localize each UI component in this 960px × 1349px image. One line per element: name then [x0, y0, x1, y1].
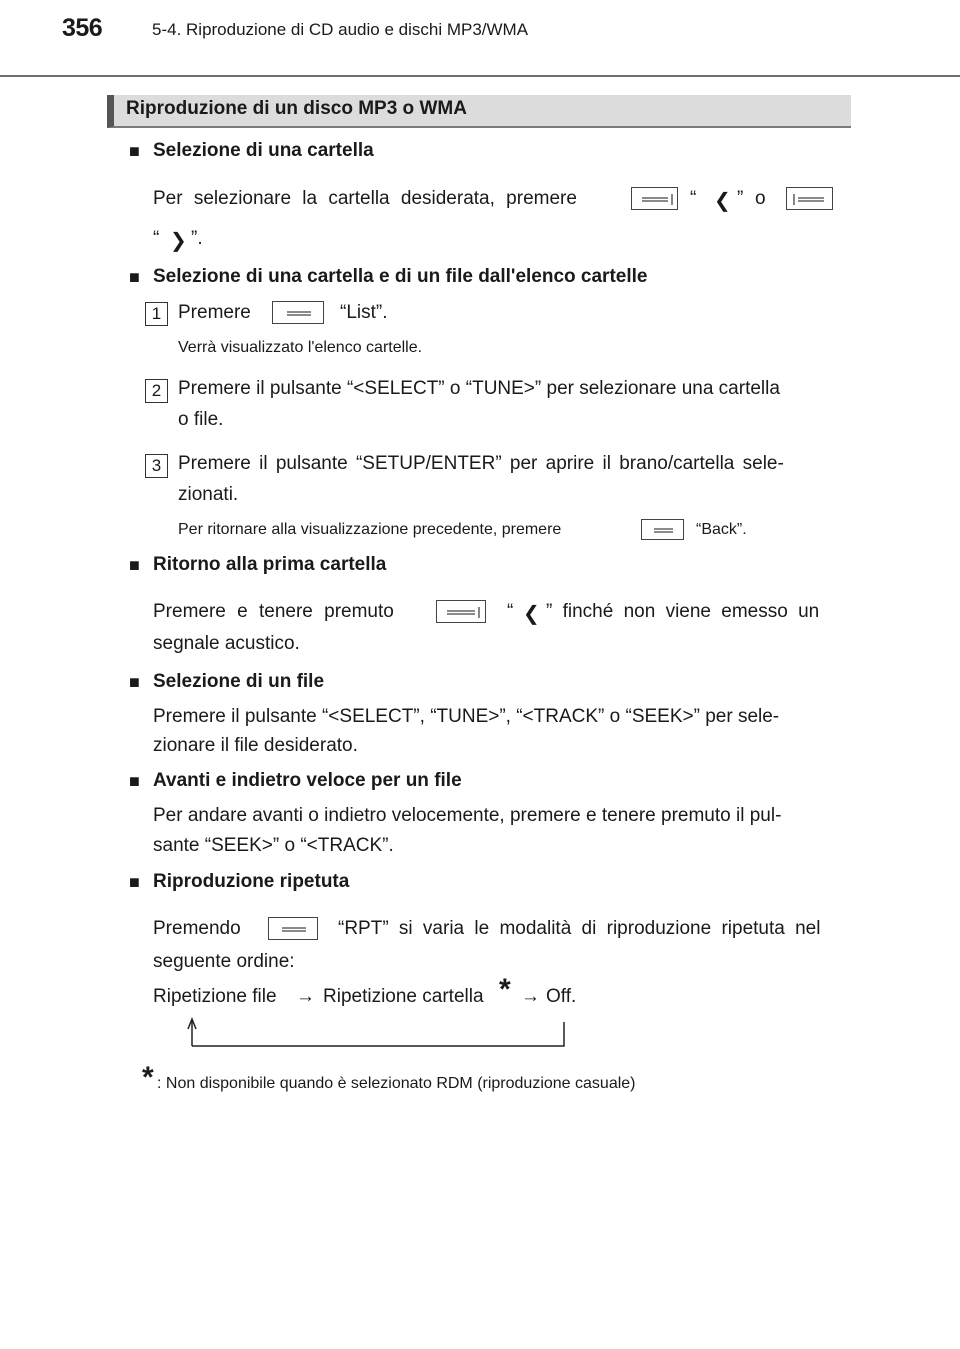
- chapter-title: 5-4. Riproduzione di CD audio e dischi MP3/WMA: [152, 20, 529, 39]
- step-2-line1: Premere il pulsante “<SELECT” o “TUNE>” per selezionare una cartella: [178, 378, 780, 399]
- repeat-text-after: “RPT” si varia le modalità di riproduzione ripetuta nel: [338, 918, 821, 939]
- repeat-text: Premendo: [153, 918, 241, 939]
- key-button-rpt: [268, 917, 318, 940]
- bullet-square: ■: [129, 555, 140, 575]
- arrow-right-icon: →: [521, 986, 540, 1007]
- header-divider: [0, 75, 960, 77]
- repeat-seq-folder: Ripetizione cartella: [323, 986, 484, 1007]
- bullet-square: ■: [129, 672, 140, 692]
- key-left-glyph: [437, 601, 487, 624]
- key-button-left: [631, 187, 678, 210]
- key-button-back: [641, 519, 684, 540]
- arrow-right-icon: ❯: [170, 230, 187, 252]
- step-1-label: “List”.: [340, 302, 388, 323]
- step-number: 2: [145, 379, 168, 403]
- footnote-text: : Non disponibile quando è selezionato RDM (riproduzione casuale): [157, 1075, 636, 1092]
- file-select-line1: Premere il pulsante “<SELECT”, “TUNE>”, “<TRACK” o “SEEK>” per sele-: [153, 706, 780, 727]
- page-number: 356: [62, 14, 103, 42]
- step-3-back-label: “Back”.: [696, 521, 747, 538]
- key-right-glyph: [787, 188, 834, 211]
- heading-folder-list: Selezione di una cartella e di un file dall'elenco cartelle: [153, 266, 648, 287]
- key-button-left: [436, 600, 486, 623]
- quote-open: “: [507, 601, 514, 622]
- step-3-line2: zionati.: [178, 484, 239, 505]
- arrow-left-icon: ❮: [714, 190, 731, 212]
- key-list-glyph: [273, 302, 325, 325]
- heading-first-folder: Ritorno alla prima cartella: [153, 554, 387, 575]
- fast-forward-line2: sante “SEEK>” o “<TRACK”.: [153, 835, 394, 856]
- key-button-right: [786, 187, 833, 210]
- fast-forward-line1: Per andare avanti o indietro velocemente, premere e tenere premuto il pul-: [153, 805, 782, 826]
- arrow-left-icon: ❮: [523, 603, 540, 625]
- first-folder-text-after: ” finché non viene emesso un: [546, 601, 820, 622]
- bullet-square: ■: [129, 267, 140, 287]
- first-folder-text: Premere e tenere premuto: [153, 601, 394, 622]
- heading-fast-forward: Avanti e indietro veloce per un file: [153, 770, 462, 791]
- quote-open: “: [690, 188, 697, 209]
- quote-close: ”: [737, 188, 744, 209]
- loop-return-arrow-icon: [180, 1016, 580, 1050]
- file-select-line2: zionare il file desiderato.: [153, 735, 358, 756]
- quote-open-2: “: [153, 228, 160, 249]
- heading-file-select: Selezione di un file: [153, 671, 325, 692]
- asterisk-mark: *: [499, 973, 511, 1006]
- section-title: Riproduzione di un disco MP3 o WMA: [126, 98, 467, 119]
- bullet-square: ■: [129, 141, 140, 161]
- folder-select-text: Per selezionare la cartella desiderata, premere: [153, 188, 577, 209]
- arrow-right-icon: →: [296, 986, 315, 1007]
- key-rpt-glyph: [269, 918, 319, 941]
- step-1-text: Premere: [178, 302, 251, 323]
- first-folder-line2: segnale acustico.: [153, 633, 300, 654]
- bullet-square: ■: [129, 771, 140, 791]
- heading-repeat: Riproduzione ripetuta: [153, 871, 350, 892]
- bullet-square: ■: [129, 872, 140, 892]
- step-number: 1: [145, 302, 168, 326]
- step-2-line2: o file.: [178, 409, 224, 430]
- key-back-glyph: [642, 520, 685, 541]
- step-3-note: Per ritornare alla visualizzazione precedente, premere: [178, 521, 562, 538]
- step-1-note: Verrà visualizzato l'elenco cartelle.: [178, 339, 423, 356]
- quote-close-2: ”.: [191, 228, 203, 249]
- heading-folder-select: Selezione di una cartella: [153, 140, 374, 161]
- key-button-list: [272, 301, 324, 324]
- key-left-glyph: [632, 188, 679, 211]
- repeat-seq-file: Ripetizione file: [153, 986, 277, 1007]
- repeat-seq-off: Off.: [546, 986, 577, 1007]
- or-text: o: [755, 188, 766, 209]
- repeat-line2: seguente ordine:: [153, 951, 295, 972]
- step-3-line1: Premere il pulsante “SETUP/ENTER” per aprire il brano/cartella sele-: [178, 453, 784, 474]
- footnote-asterisk: *: [142, 1061, 154, 1094]
- step-number: 3: [145, 454, 168, 478]
